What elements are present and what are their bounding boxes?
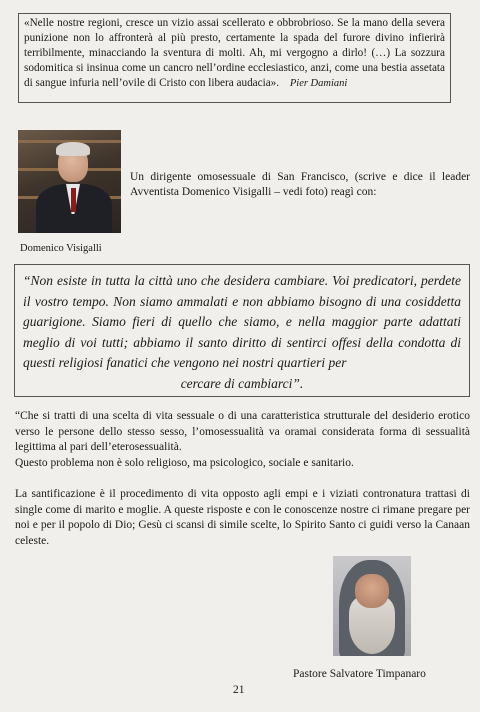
intro-paragraph: Un dirigente omosessuale di San Francisco, (scrive e dice il leader Avventista Domenico Visigalli – vedi foto) reagì con: xyxy=(130,171,470,198)
quote-text: «Nelle nostre regioni, cresce un vizio assai scellerato e obbrobrioso. Se la mano della severa punizione non lo affronterà al più presto, certamente la spada del furore divino infierirà terribilmente, minacciando la sventura di molti. Ah, mi vergogno a dirlo! (…) La sozzura sodomitica si insinua come un cancro nell’ordine ecclesiastico, anzi, come una bestia assetata di sangue infuria nell’ovile di Cristo con libera audacia». xyxy=(24,17,445,89)
paragraph-sexuality-line1: “Che si tratti di una scelta di vita sessuale o di una caratteristica strutturale del desiderio erotico verso le persone dello stesso sesso, l’omosessualità va oramai considerata forma di sessualità legittima al pari dell’eterosessualità. xyxy=(15,410,470,453)
italic-quote-text: “Non esiste in tutta la città uno che desidera cambiare. Voi predicatori, perdete il vostro tempo. Non siamo ammalati e non abbiamo bisogno di una cosiddetta guarigione. Siamo fieri di quello che siamo, e nella maggior parte adattati meglio di voi tutti; abbiamo il santo diritto di sentirci offesi della condotta di questi religiosi fanatici che vengono nei nostri quartieri per xyxy=(23,273,461,370)
photo-caption-timpanaro: Pastore Salvatore Timpanaro xyxy=(293,668,426,680)
quote-author: Pier Damiani xyxy=(289,78,348,89)
page-number: 21 xyxy=(233,684,245,696)
italic-quote-box xyxy=(14,264,470,397)
photo-caption-visigalli: Domenico Visigalli xyxy=(20,243,102,254)
quote-box xyxy=(18,13,451,103)
paragraph-sexuality-line2: Questo problema non è solo religioso, ma psicologico, sociale e sanitario. xyxy=(15,456,354,469)
portrait-photo-visigalli xyxy=(18,130,121,233)
italic-quote-last-line: cercare di cambiarci”. xyxy=(180,375,304,391)
paragraph-sanctification: La santificazione è il procedimento di vita opposto agli empi e i viziati contronatura trattasi di single come di marito e moglie. A queste risposte e con le conoscenze nostre ci rimane pregare per noi e per il popolo di Dio; Gesù ci scansi di simile scelte, lo Spirito Santo ci guidi verso la Canaan celeste. xyxy=(15,488,470,547)
portrait-photo-timpanaro xyxy=(333,556,411,656)
paragraph-sexuality xyxy=(15,409,470,471)
